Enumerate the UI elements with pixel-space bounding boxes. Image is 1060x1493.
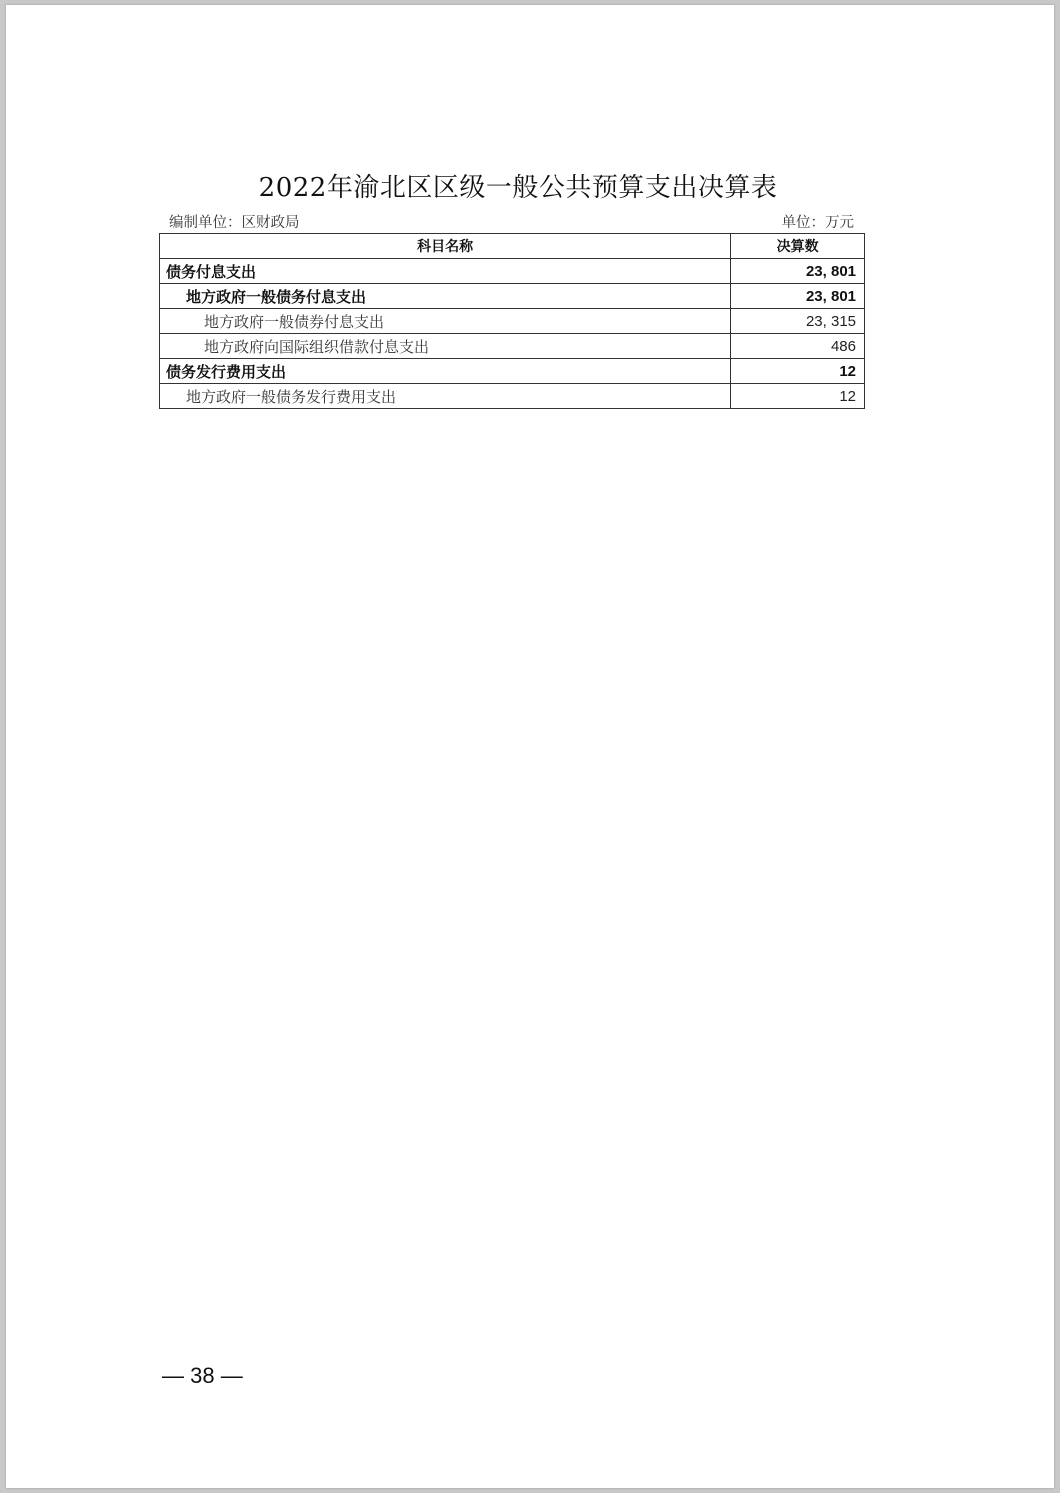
table-row xyxy=(160,384,865,409)
unit-label: 单位：万元 xyxy=(781,215,854,231)
row-amount: 23, 801 xyxy=(731,259,865,284)
row-name: 地方政府一般债券付息支出 xyxy=(160,309,731,334)
document-page xyxy=(6,5,1054,1488)
table-row xyxy=(160,284,865,309)
row-amount: 486 xyxy=(731,334,865,359)
row-amount: 12 xyxy=(731,384,865,409)
row-name: 债务付息支出 xyxy=(160,259,731,284)
table-row xyxy=(160,309,865,334)
document-title: 2022年渝北区区级一般公共预算支出决算表 xyxy=(258,173,778,203)
compiler-label: 编制单位：区财政局 xyxy=(169,215,300,231)
row-amount: 23, 315 xyxy=(731,309,865,334)
row-name: 债务发行费用支出 xyxy=(160,359,731,384)
row-name: 地方政府向国际组织借款付息支出 xyxy=(160,334,731,359)
table-header-row xyxy=(160,234,865,259)
row-name: 地方政府一般债务发行费用支出 xyxy=(160,384,731,409)
table-row xyxy=(160,359,865,384)
table-row xyxy=(160,334,865,359)
table-row xyxy=(160,259,865,284)
header-subject-name: 科目名称 xyxy=(160,234,731,259)
row-amount: 23, 801 xyxy=(731,284,865,309)
budget-table xyxy=(159,233,865,409)
header-amount: 决算数 xyxy=(731,234,865,259)
page-number: — 38 — xyxy=(162,1363,243,1388)
row-amount: 12 xyxy=(731,359,865,384)
row-name: 地方政府一般债务付息支出 xyxy=(160,284,731,309)
